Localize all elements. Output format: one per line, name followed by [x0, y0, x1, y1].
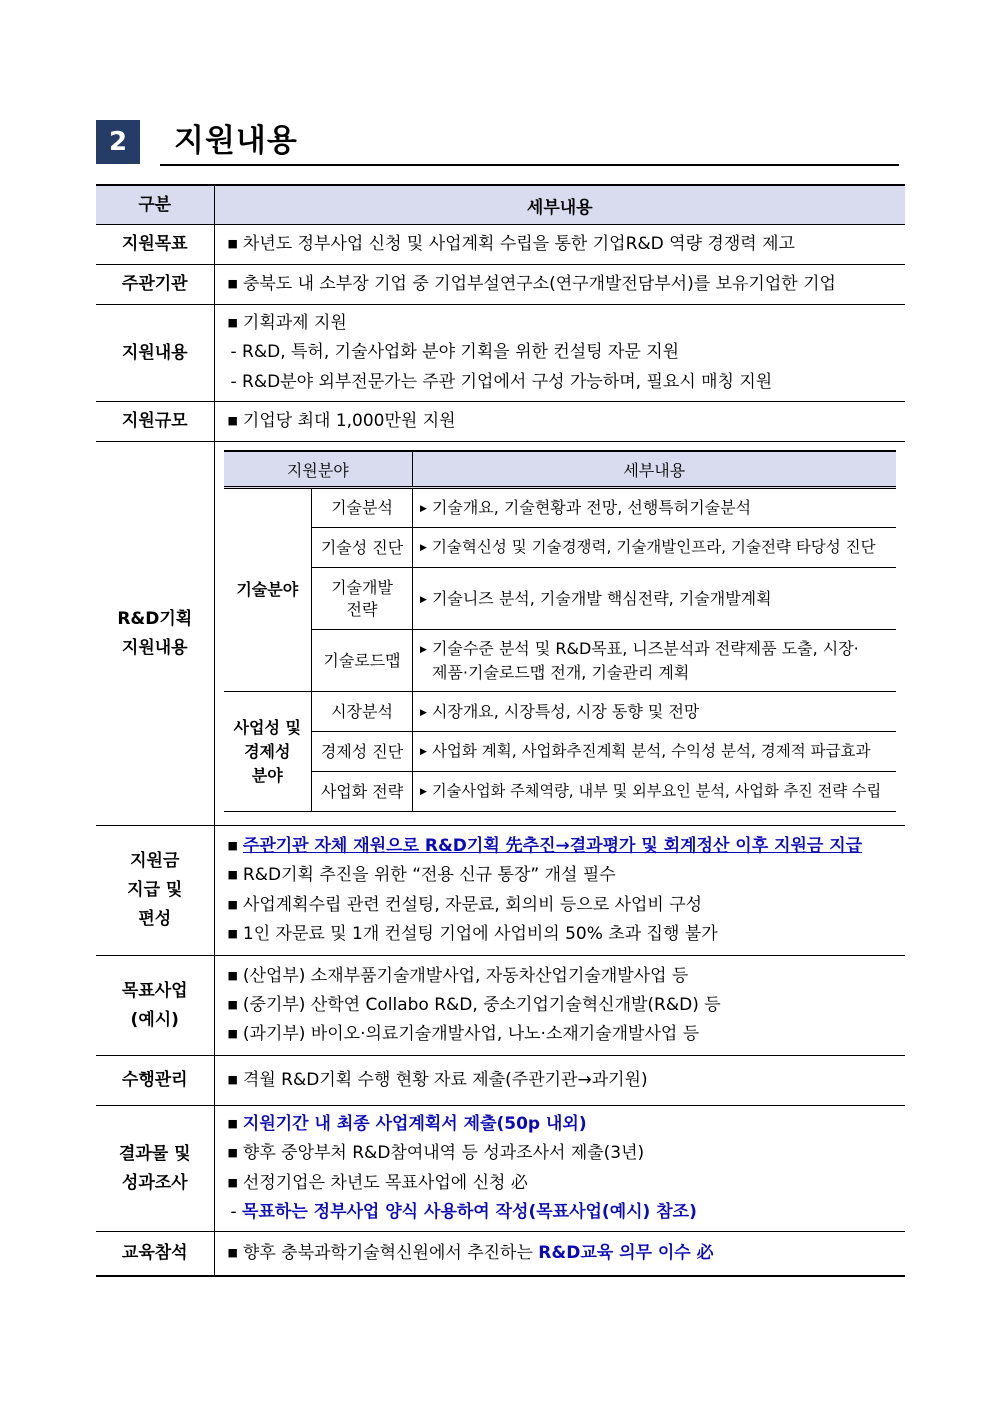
row-label: 지원금 지급 및 편성 [96, 826, 214, 956]
header-category: 구분 [96, 185, 214, 225]
row-label: 교육참석 [96, 1232, 214, 1276]
bullet-item: ■ 기획과제 지원 [227, 313, 347, 334]
support-content-table [96, 184, 905, 1277]
square-bullet-icon: ■ [227, 413, 238, 427]
sub-field: 기술로드맵 [312, 630, 413, 692]
rnd-subtable [224, 450, 896, 812]
row-label: 수행관리 [96, 1056, 214, 1106]
triangle-bullet-icon: ▶ [420, 594, 427, 605]
subheader-field: 지원분야 [224, 451, 413, 488]
bullet-item: ■ 1인 자문료 및 1개 컨설팅 기업에 사업비의 50% 초과 집행 불가 [227, 923, 718, 944]
row-label: 지원내용 [96, 305, 214, 402]
sub-field: 사업화 전략 [312, 772, 413, 812]
sub-row: 기술분야 기술분석 ▶ 기술개요, 기술현황과 전망, 선행특허기술분석 [224, 488, 896, 528]
bullet-item: ■ 충북도 내 소부장 기업 중 기업부설연구소(연구개발전담부서)를 보유기업한 기업 [227, 273, 836, 294]
square-bullet-icon: ■ [227, 1117, 238, 1131]
sub-row: 기술성 진단 ▶ 기술혁신성 및 기술경쟁력, 기술개발인프라, 기술전략 타당성 진단 [224, 528, 896, 568]
sub-field: 시장분석 [312, 692, 413, 732]
sub-field: 경제성 진단 [312, 732, 413, 772]
square-bullet-icon: ■ [227, 997, 238, 1011]
category-tech: 기술분야 [224, 488, 312, 692]
section-rule [160, 164, 899, 166]
bullet-item: ■ 지원기간 내 최종 사업계획서 제출(50p 내외) [227, 1114, 587, 1135]
row-rnd [96, 442, 905, 826]
square-bullet-icon: ■ [227, 968, 238, 982]
row-label: 목표사업 (예시) [96, 956, 214, 1056]
category-biz: 사업성 및 경제성 분야 [224, 692, 312, 812]
sub-field: 기술분석 [312, 488, 413, 528]
row-funding [96, 826, 905, 956]
square-bullet-icon: ■ [227, 236, 238, 250]
header-detail: 세부내용 [214, 185, 905, 225]
square-bullet-icon: ■ [227, 1027, 238, 1041]
row-manage [96, 1056, 905, 1106]
bullet-item: ■ 주관기관 자체 재원으로 R&D기획 先추진→결과평가 및 회계정산 이후 지원금 지급 [227, 836, 863, 857]
bullet-item: ■ 선정기업은 차년도 목표사업에 신청 必 [227, 1172, 528, 1193]
row-label: 주관기관 [96, 265, 214, 305]
triangle-bullet-icon: ▶ [420, 787, 427, 798]
bullet-item: ■ R&D기획 추진을 위한 “전용 신규 통장” 개설 필수 [227, 865, 616, 886]
row-target [96, 956, 905, 1056]
triangle-bullet-icon: ▶ [420, 645, 427, 656]
sub-row: 사업성 및 경제성 분야 시장분석 ▶ 시장개요, 시장특성, 시장 동향 및 전망 [224, 692, 896, 732]
bullet-item: ■ 차년도 정부사업 신청 및 사업계획 수립을 통한 기업R&D 역량 경쟁력 제고 [227, 233, 795, 254]
row-goal [96, 225, 905, 265]
bullet-item: ■ 향후 중앙부처 R&D참여내역 등 성과조사서 제출(3년) [227, 1143, 645, 1164]
bullet-item: ■ 사업계획수립 관련 컨설팅, 자문료, 회의비 등으로 사업비 구성 [227, 894, 703, 915]
triangle-bullet-icon: ▶ [420, 707, 427, 718]
bullet-item: ■ 향후 충북과학기술혁신원에서 추진하는 R&D교육 의무 이수 必 [227, 1242, 714, 1263]
bullet-item: ■ (산업부) 소재부품기술개발사업, 자동차산업기술개발사업 등 [227, 965, 689, 986]
triangle-bullet-icon: ▶ [420, 504, 427, 515]
dash-item: - R&D, 특허, 기술사업화 분야 기획을 위한 컨설팅 자문 지원 [230, 342, 680, 363]
square-bullet-icon: ■ [227, 1072, 238, 1086]
bullet-item: ■ 기업당 최대 1,000만원 지원 [227, 410, 456, 431]
bullet-item: ■ (과기부) 바이오·의료기술개발사업, 나노·소재기술개발사업 등 [227, 1024, 700, 1045]
sub-row: 사업화 전략 ▶ 기술사업화 주체역량, 내부 및 외부요인 분석, 사업화 추진 전략 수립 [224, 772, 896, 812]
row-edu [96, 1232, 905, 1276]
bullet-item: ■ 격월 R&D기획 수행 현황 자료 제출(주관기관→과기원) [227, 1069, 648, 1090]
square-bullet-icon: ■ [227, 1175, 238, 1189]
square-bullet-icon: ■ [227, 1146, 238, 1160]
row-scale [96, 402, 905, 442]
dash-item: - R&D분야 외부전문가는 주관 기업에서 구성 가능하며, 필요시 매칭 지원 [230, 371, 773, 392]
row-label: 결과물 및 성과조사 [96, 1106, 214, 1232]
row-label: 지원규모 [96, 402, 214, 442]
sub-row: 기술로드맵 ▶ 기술수준 분석 및 R&D목표, 니즈분석과 전략제품 도출, 시장· 제품·기술로드맵 전개, 기술관리 계획 [224, 630, 896, 692]
square-bullet-icon: ■ [227, 926, 238, 940]
section-title: 지원내용 [174, 123, 298, 159]
triangle-bullet-icon: ▶ [420, 747, 427, 758]
row-result [96, 1106, 905, 1232]
row-label: 지원목표 [96, 225, 214, 265]
row-label: R&D기획 지원내용 [96, 442, 214, 826]
section-heading [96, 118, 899, 168]
bullet-item: ■ (중기부) 산학연 Collabo R&D, 중소기업기술혁신개발(R&D) 등 [227, 994, 721, 1015]
subheader-detail: 세부내용 [413, 451, 896, 488]
row-content [96, 305, 905, 402]
dash-item: - 목표하는 정부사업 양식 사용하여 작성(목표사업(예시) 참조) [230, 1201, 697, 1222]
square-bullet-icon: ■ [227, 316, 238, 330]
sub-field: 기술개발 전략 [312, 568, 413, 630]
triangle-bullet-icon: ▶ [420, 543, 427, 554]
sub-row: 경제성 진단 ▶ 사업화 계획, 사업화추진계획 분석, 수익성 분석, 경제적 파급효과 [224, 732, 896, 772]
row-agency [96, 265, 905, 305]
section-number: 2 [96, 120, 140, 164]
square-bullet-icon: ■ [227, 868, 238, 882]
square-bullet-icon: ■ [227, 897, 238, 911]
square-bullet-icon: ■ [227, 839, 238, 853]
square-bullet-icon: ■ [227, 276, 238, 290]
sub-row: 기술개발 전략 ▶ 기술니즈 분석, 기술개발 핵심전략, 기술개발계획 [224, 568, 896, 630]
sub-field: 기술성 진단 [312, 528, 413, 568]
square-bullet-icon: ■ [227, 1245, 238, 1259]
